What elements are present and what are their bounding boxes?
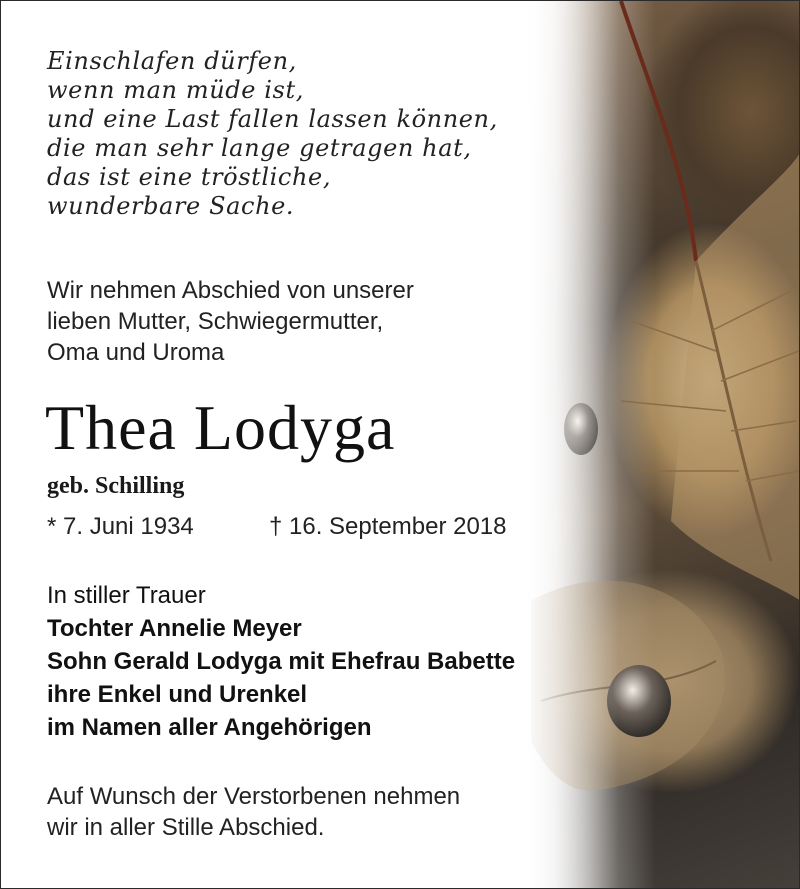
mourner-line: im Namen aller Angehörigen bbox=[47, 714, 372, 741]
birth-date: * 7. Juni 1934 bbox=[47, 513, 194, 540]
white-fade-overlay bbox=[521, 1, 800, 889]
deceased-name: Thea Lodyga bbox=[45, 392, 396, 463]
mourners-block bbox=[47, 579, 515, 744]
mourners-heading: In stiller Trauer bbox=[47, 582, 206, 609]
intro-line: lieben Mutter, Schwiegermutter, bbox=[47, 308, 384, 335]
closing-line: Auf Wunsch der Verstorbenen nehmen bbox=[47, 783, 461, 810]
mourner-line: Tochter Annelie Meyer bbox=[47, 615, 302, 642]
maiden-name: geb. Schilling bbox=[47, 473, 185, 499]
poem-line: und eine Last fallen lassen können, bbox=[47, 105, 498, 133]
farewell-intro bbox=[47, 275, 414, 368]
closing-note bbox=[47, 781, 460, 843]
intro-line: Wir nehmen Abschied von unserer bbox=[47, 277, 414, 304]
poem-quote bbox=[47, 47, 498, 221]
poem-line: wunderbare Sache. bbox=[47, 192, 295, 220]
life-dates bbox=[47, 511, 507, 543]
autumn-leaves-photo bbox=[521, 1, 800, 889]
poem-line: die man sehr lange getragen hat, bbox=[47, 134, 472, 162]
poem-line: das ist eine tröstliche, bbox=[47, 163, 332, 191]
mourner-line: ihre Enkel und Urenkel bbox=[47, 681, 308, 708]
closing-line: wir in aller Stille Abschied. bbox=[47, 814, 325, 841]
intro-line: Oma und Uroma bbox=[47, 339, 225, 366]
poem-line: wenn man müde ist, bbox=[47, 76, 304, 104]
poem-line: Einschlafen dürfen, bbox=[47, 47, 297, 75]
death-date: † 16. September 2018 bbox=[269, 513, 507, 540]
mourner-line: Sohn Gerald Lodyga mit Ehefrau Babette bbox=[47, 648, 516, 675]
leaf-veins-illustration bbox=[521, 1, 800, 889]
